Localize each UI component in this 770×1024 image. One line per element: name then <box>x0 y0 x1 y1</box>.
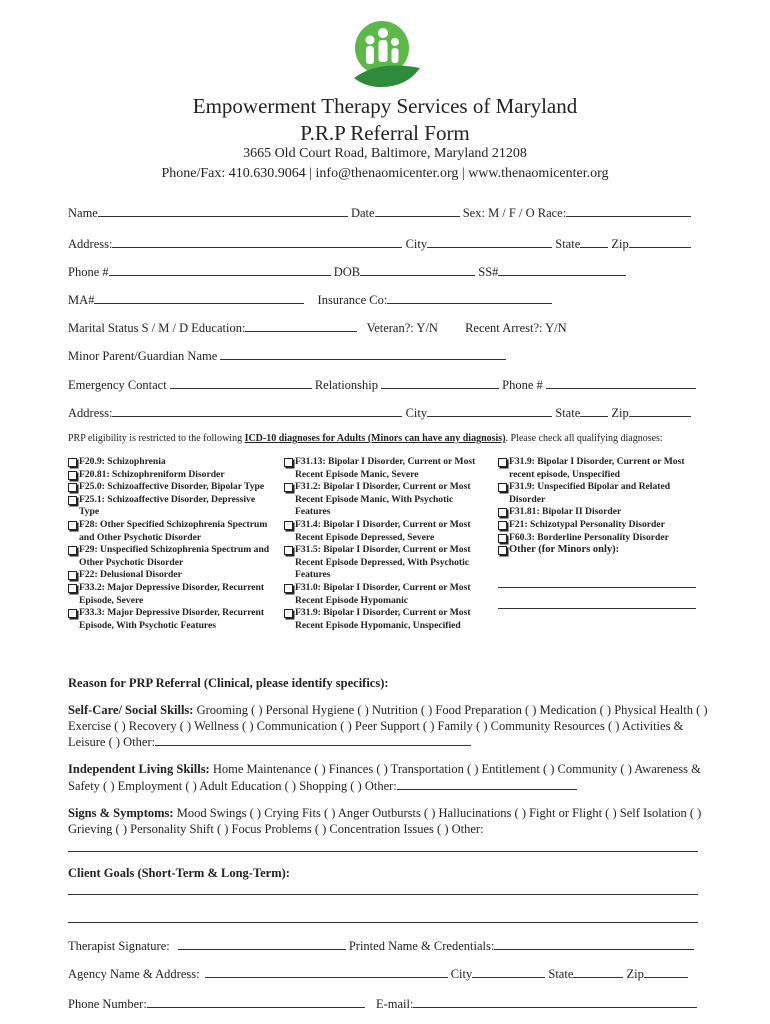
relationship-label: Relationship <box>314 378 379 392</box>
email-label: E-mail: <box>375 997 414 1011</box>
agency-zip-field[interactable] <box>644 966 688 978</box>
selfcare-label: Self-Care/ Social Skills: <box>68 703 194 717</box>
ssn-label: SS# <box>478 265 499 279</box>
dx-item: F31.9: Bipolar I Disorder, Current or Most recent episode, Unspecified <box>498 456 703 481</box>
signs-other-line[interactable] <box>68 850 698 852</box>
dx-item: F22: Delusional Disorder <box>68 569 274 582</box>
ma-label: MA# <box>68 293 95 307</box>
zip2-field[interactable] <box>629 405 691 417</box>
client-insurance-row <box>68 292 552 308</box>
insurance-field[interactable] <box>387 292 552 304</box>
dx-item: F29: Unspecified Schizophrenia Spectrum and Other Psychotic Disorder <box>68 544 274 569</box>
goals-line-1[interactable] <box>68 893 698 895</box>
address2-label: Address: <box>68 406 113 420</box>
eligibility-emphasis: ICD-10 diagnoses for Adults (Minors can have any diagnosis) <box>244 433 506 444</box>
agency-state-label: State <box>548 967 574 981</box>
dx-checkbox[interactable] <box>498 458 507 467</box>
dx-item: F20.81: Schizophreniform Disorder <box>68 469 274 482</box>
selfcare-other-field[interactable] <box>155 734 471 746</box>
dx-checkbox[interactable] <box>68 546 77 555</box>
dx-checkbox[interactable] <box>68 571 77 580</box>
zip2-label: Zip <box>611 406 629 420</box>
dx-checkbox-other[interactable] <box>498 546 507 555</box>
agency-zip-label: Zip <box>626 967 644 981</box>
client-status-row <box>68 320 567 336</box>
dx-item: F31.5: Bipolar I Disorder, Current or Most Recent Episode Depressed, With Psychotic Features <box>284 544 489 582</box>
other-diagnosis-line-1[interactable] <box>498 575 696 588</box>
city-label: City <box>405 237 428 251</box>
dx-item: F33.3: Major Depressive Disorder, Recurrent Episode, With Psychotic Features <box>68 607 274 632</box>
agency-label: Agency Name & Address: <box>68 967 200 981</box>
dx-checkbox[interactable] <box>68 609 77 618</box>
dx-checkbox[interactable] <box>284 458 293 467</box>
org-contact: Phone/Fax: 410.630.9064 | info@thenaomicenter.org | www.thenaomicenter.org <box>161 166 609 181</box>
emergency-phone-label: Phone # <box>502 378 543 392</box>
city2-label: City <box>405 406 428 420</box>
printed-name-field[interactable] <box>494 938 694 950</box>
selfcare-options[interactable]: Grooming ( ) Personal Hygiene ( ) Nutrition ( ) Food Preparation ( ) Medication ( ) Physical Health ( ) Exercise ( ) Recovery ( ) Wellness ( ) Communication ( ) Peer Support ( ) Family ( ) Community Resources ( ) Activities & Leisure ( ) Other: <box>68 703 708 749</box>
dx-checkbox[interactable] <box>498 534 507 543</box>
email-field[interactable] <box>413 996 697 1008</box>
agency-city-label: City <box>450 967 473 981</box>
eligibility-prefix: PRP eligibility is restricted to the following <box>68 433 245 444</box>
dx-item: F31.9: Bipolar I Disorder, Current or Most Recent Episode Hypomanic, Unspecified <box>284 607 489 632</box>
therapist-signature-label: Therapist Signature: <box>68 939 170 953</box>
relationship-field[interactable] <box>381 377 499 389</box>
emergency-row <box>68 377 696 393</box>
signs-section <box>68 806 708 837</box>
emergency-address-row <box>68 405 691 421</box>
dx-item: F33.2: Major Depressive Disorder, Recurrent Episode, Severe <box>68 582 274 607</box>
client-phone-row <box>68 264 626 280</box>
address2-field[interactable] <box>112 405 402 417</box>
signs-options[interactable]: Mood Swings ( ) Crying Fits ( ) Anger Outbursts ( ) Hallucinations ( ) Fight or Flight ( ) Self Isolation ( ) Grieving ( ) Personality Shift ( ) Focus Problems ( ) Concentration Issues ( ) Other: <box>68 806 702 836</box>
address-field[interactable] <box>112 236 402 248</box>
eligibility-suffix: . Please check all qualifying diagnoses: <box>505 433 663 444</box>
ssn-field[interactable] <box>498 264 626 276</box>
printed-name-label: Printed Name & Credentials: <box>348 939 495 953</box>
agency-contact-row <box>68 996 697 1012</box>
guardian-label: Minor Parent/Guardian Name <box>68 349 218 363</box>
signs-label: Signs & Symptoms: <box>68 806 174 820</box>
dx-item: F28: Other Specified Schizophrenia Spectrum and Other Psychotic Disorder <box>68 519 274 544</box>
therapist-signature-field[interactable] <box>178 938 346 950</box>
state-label: State <box>555 237 581 251</box>
dx-checkbox[interactable] <box>284 609 293 618</box>
dx-item: F31.2: Bipolar I Disorder, Current or Most Recent Episode Manic, With Psychotic Features <box>284 481 489 519</box>
state2-label: State <box>555 406 581 420</box>
dx-item: F31.0: Bipolar I Disorder, Current or Most Recent Episode Hypomanic <box>284 582 489 607</box>
dob-label: DOB <box>333 265 361 279</box>
emergency-field[interactable] <box>170 377 312 389</box>
state2-field[interactable] <box>580 405 608 417</box>
phone-number-label: Phone Number: <box>68 997 147 1011</box>
date-label: Date <box>350 206 375 220</box>
zip-field[interactable] <box>629 236 691 248</box>
dx-checkbox[interactable] <box>498 508 507 517</box>
city2-field[interactable] <box>427 405 552 417</box>
client-name-row <box>68 205 691 221</box>
dx-checkbox[interactable] <box>284 546 293 555</box>
state-field[interactable] <box>580 236 608 248</box>
race-label: Race: <box>537 206 567 220</box>
goals-line-2[interactable] <box>68 921 698 923</box>
dx-checkbox[interactable] <box>68 458 77 467</box>
dx-checkbox[interactable] <box>498 521 507 530</box>
dx-item-other: Other (for Minors only): <box>498 544 703 557</box>
name-label: Name <box>68 206 98 220</box>
dx-checkbox[interactable] <box>68 521 77 530</box>
client-address-row <box>68 236 691 252</box>
selfcare-section <box>68 703 708 751</box>
dob-field[interactable] <box>360 264 475 276</box>
dx-item: F31.9: Unspecified Bipolar and Related Disorder <box>498 481 703 506</box>
guardian-field[interactable] <box>220 348 506 360</box>
dx-checkbox[interactable] <box>68 483 77 492</box>
independent-other-field[interactable] <box>397 778 577 790</box>
dx-item: F25.0: Schizoaffective Disorder, Bipolar Type <box>68 481 274 494</box>
naomi-center-logo <box>348 18 422 90</box>
dx-item: F21: Schizotypal Personality Disorder <box>498 519 703 532</box>
goals-heading: Client Goals (Short-Term & Long-Term): <box>68 866 290 880</box>
agency-row <box>68 966 688 982</box>
dx-item: F31.13: Bipolar I Disorder, Current or Most Recent Episode Manic, Severe <box>284 456 489 481</box>
dx-item: F25.1: Schizoaffective Disorder, Depressive Type <box>68 494 274 519</box>
date-field[interactable] <box>375 205 460 217</box>
independent-label: Independent Living Skills: <box>68 762 210 776</box>
dx-checkbox[interactable] <box>498 483 507 492</box>
dx-checkbox[interactable] <box>68 584 77 593</box>
form-title: P.R.P Referral Form <box>300 121 470 145</box>
agency-state-field[interactable] <box>573 966 623 978</box>
dx-checkbox[interactable] <box>68 496 77 505</box>
org-address: 3665 Old Court Road, Baltimore, Maryland 21208 <box>243 146 527 161</box>
marital-label: Marital Status S / M / D <box>68 321 189 335</box>
signature-row <box>68 938 694 954</box>
diagnosis-column-1 <box>68 456 274 632</box>
agency-city-field[interactable] <box>472 966 545 978</box>
city-field[interactable] <box>427 236 552 248</box>
form-org-title: Empowerment Therapy Services of Maryland <box>192 94 578 118</box>
dx-checkbox[interactable] <box>284 521 293 530</box>
phone-label: Phone # <box>68 265 109 279</box>
dx-checkbox[interactable] <box>68 471 77 480</box>
eligibility-note <box>68 433 663 444</box>
zip-label: Zip <box>611 237 629 251</box>
phone-field[interactable] <box>109 264 331 276</box>
education-field[interactable] <box>245 320 357 332</box>
arrest-label: Recent Arrest?: Y/N <box>465 321 567 335</box>
education-label: Education: <box>191 321 246 335</box>
name-field[interactable] <box>98 205 348 217</box>
emergency-phone-field[interactable] <box>546 377 696 389</box>
address-label: Address: <box>68 237 113 251</box>
insurance-label: Insurance Co: <box>317 293 388 307</box>
diagnosis-column-3 <box>498 456 703 609</box>
dx-item: F20.9: Schizophrenia <box>68 456 274 469</box>
reason-heading: Reason for PRP Referral (Clinical, please identify specifics): <box>68 676 389 690</box>
agency-field[interactable] <box>205 966 448 978</box>
independent-options[interactable]: Home Maintenance ( ) Finances ( ) Transportation ( ) Entitlement ( ) Community ( ) Awareness & Safety ( ) Employment ( ) Adult Education ( ) Shopping ( ) Other: <box>68 762 701 793</box>
race-field[interactable] <box>566 205 691 217</box>
dx-checkbox[interactable] <box>284 483 293 492</box>
emergency-label: Emergency Contact <box>68 378 167 392</box>
sex-label: Sex: M / F / O <box>462 206 535 220</box>
diagnosis-column-2 <box>284 456 489 632</box>
veteran-label: Veteran?: Y/N <box>366 321 438 335</box>
dx-item: F31.4: Bipolar I Disorder, Current or Most Recent Episode Depressed, Severe <box>284 519 489 544</box>
dx-checkbox[interactable] <box>284 584 293 593</box>
dx-item: F31.81: Bipolar II Disorder <box>498 506 703 519</box>
guardian-row <box>68 348 506 364</box>
phone-number-field[interactable] <box>147 996 365 1008</box>
dx-item: F60.3: Borderline Personality Disorder <box>498 532 703 545</box>
independent-section <box>68 762 708 794</box>
other-diagnosis-line-2[interactable] <box>498 596 696 609</box>
ma-field[interactable] <box>94 292 304 304</box>
